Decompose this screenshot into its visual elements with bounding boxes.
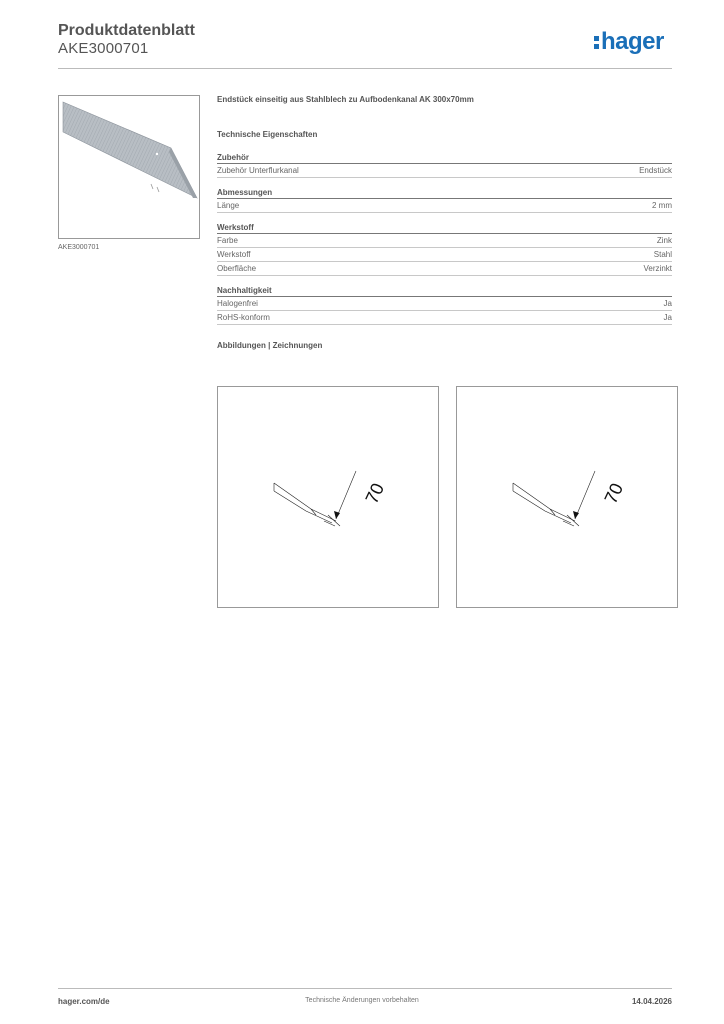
property-label: Länge xyxy=(217,201,240,210)
group-title: Abmessungen xyxy=(217,187,672,199)
footer-date: 14.04.2026 xyxy=(631,997,672,1006)
product-image xyxy=(58,95,200,239)
product-image-caption: AKE3000701 xyxy=(58,244,100,251)
group-title: Zubehör xyxy=(217,152,672,164)
technical-drawing-2 xyxy=(456,386,678,608)
property-value: Zink xyxy=(656,236,672,245)
product-image-graphic xyxy=(59,96,199,238)
property-label: Werkstoff xyxy=(217,250,251,259)
main-content xyxy=(217,95,672,350)
technical-drawing-1 xyxy=(217,386,439,608)
property-value: Ja xyxy=(663,313,672,322)
property-value: 2 mm xyxy=(652,201,672,210)
property-label: Farbe xyxy=(217,236,238,245)
footer-link[interactable]: hager.com/de xyxy=(58,997,110,1006)
property-label: Oberfläche xyxy=(217,264,257,273)
dimension-label: 70 xyxy=(600,480,628,507)
property-row xyxy=(217,262,672,276)
group-title: Nachhaltigkeit xyxy=(217,285,672,297)
group-title: Werkstoff xyxy=(217,222,672,234)
figures-heading: Abbildungen | Zeichnungen xyxy=(217,341,323,350)
property-row xyxy=(217,164,672,178)
group-abmessungen xyxy=(217,187,672,213)
hager-logo xyxy=(594,28,664,56)
header-divider xyxy=(58,68,672,69)
footer-notice: Technische Änderungen vorbehalten xyxy=(305,997,419,1004)
group-werkstoff xyxy=(217,222,672,276)
property-value: Endstück xyxy=(639,166,672,175)
property-value: Stahl xyxy=(653,250,672,259)
group-nachhaltigkeit xyxy=(217,285,672,325)
property-row xyxy=(217,311,672,325)
group-zubehoer xyxy=(217,152,672,178)
product-code: AKE3000701 xyxy=(58,40,149,57)
property-value: Ja xyxy=(663,299,672,308)
property-value: Verzinkt xyxy=(643,264,672,273)
property-label: Halogenfrei xyxy=(217,299,258,308)
tech-properties-heading: Technische Eigenschaften xyxy=(217,130,318,139)
logo-text: hager xyxy=(601,28,664,55)
property-label: Zubehör Unterflurkanal xyxy=(217,166,299,175)
property-row xyxy=(217,297,672,311)
logo-dots-icon xyxy=(594,31,600,51)
page-title: Produktdatenblatt xyxy=(58,22,195,39)
drawing-graphic xyxy=(218,387,438,607)
footer-divider xyxy=(58,988,672,989)
dimension-label: 70 xyxy=(361,480,389,507)
property-row xyxy=(217,234,672,248)
property-row xyxy=(217,248,672,262)
drawing-graphic xyxy=(457,387,677,607)
property-row xyxy=(217,199,672,213)
product-description: Endstück einseitig aus Stahlblech zu Aufbodenkanal AK 300x70mm xyxy=(217,95,474,104)
property-label: RoHS-konform xyxy=(217,313,270,322)
